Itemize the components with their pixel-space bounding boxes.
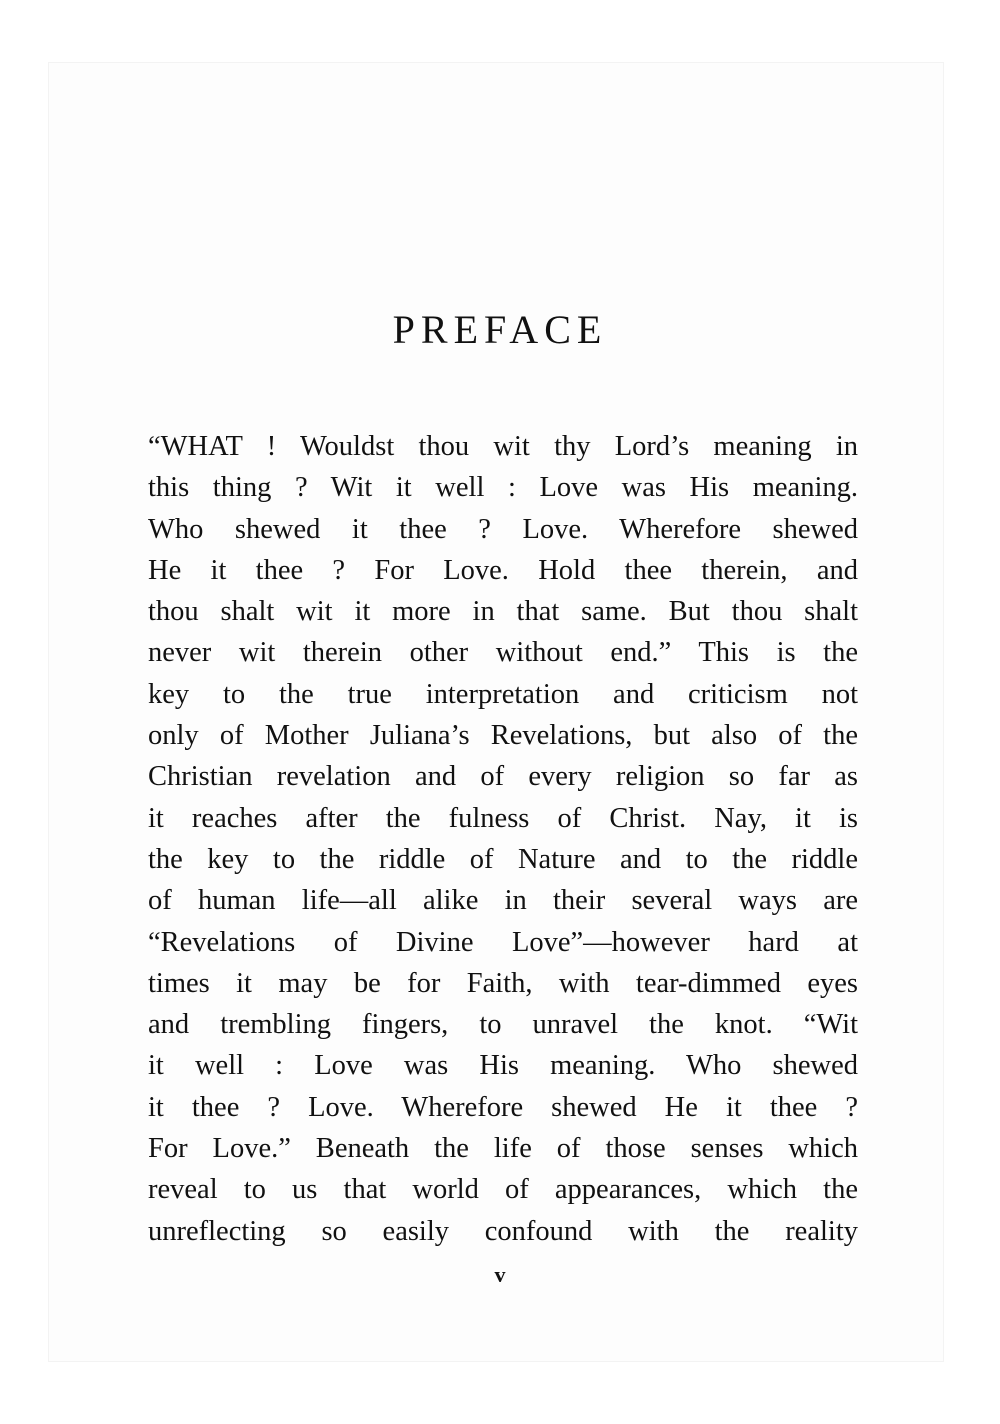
page-title: PREFACE [392, 307, 608, 352]
text-line: only of Mother Juliana’s Revelations, but also of the [148, 720, 858, 752]
page-number: v [494, 1262, 506, 1287]
text-line: unreflecting so easily confound with the reality [148, 1215, 858, 1247]
text-line: He it thee ? For Love. Hold thee therein, and [148, 554, 858, 586]
body-text [148, 426, 858, 1252]
text-line: it reaches after the fulness of Christ. Nay, it is [148, 802, 858, 834]
text-line: it well : Love was His meaning. Who shewed [148, 1050, 858, 1082]
text-line: thou shalt wit it more in that same. But thou shalt [148, 596, 858, 628]
text-line: times it may be for Faith, with tear-dimmed eyes [148, 967, 858, 999]
text-line: reveal to us that world of appearances, which the [148, 1174, 858, 1206]
text-line: “Revelations of Divine Love”—however hard at [148, 926, 858, 958]
text-line: never wit therein other without end.” This is the [148, 637, 858, 669]
text-line: it thee ? Love. Wherefore shewed He it thee ? [148, 1091, 858, 1123]
text-line: this thing ? Wit it well : Love was His meaning. [148, 472, 858, 504]
text-line: of human life—all alike in their several ways are [148, 885, 858, 917]
text-line: For Love.” Beneath the life of those senses which [148, 1133, 858, 1165]
text-line: Who shewed it thee ? Love. Wherefore shewed [148, 513, 858, 545]
text-line: key to the true interpretation and criticism not [148, 678, 858, 710]
text-line: Christian revelation and of every religion so far as [148, 761, 858, 793]
text-line: the key to the riddle of Nature and to the riddle [148, 843, 858, 875]
text-line: and trembling fingers, to unravel the knot. “Wit [148, 1009, 858, 1041]
text-line: “WHAT ! Wouldst thou wit thy Lord’s meaning in [148, 431, 858, 462]
